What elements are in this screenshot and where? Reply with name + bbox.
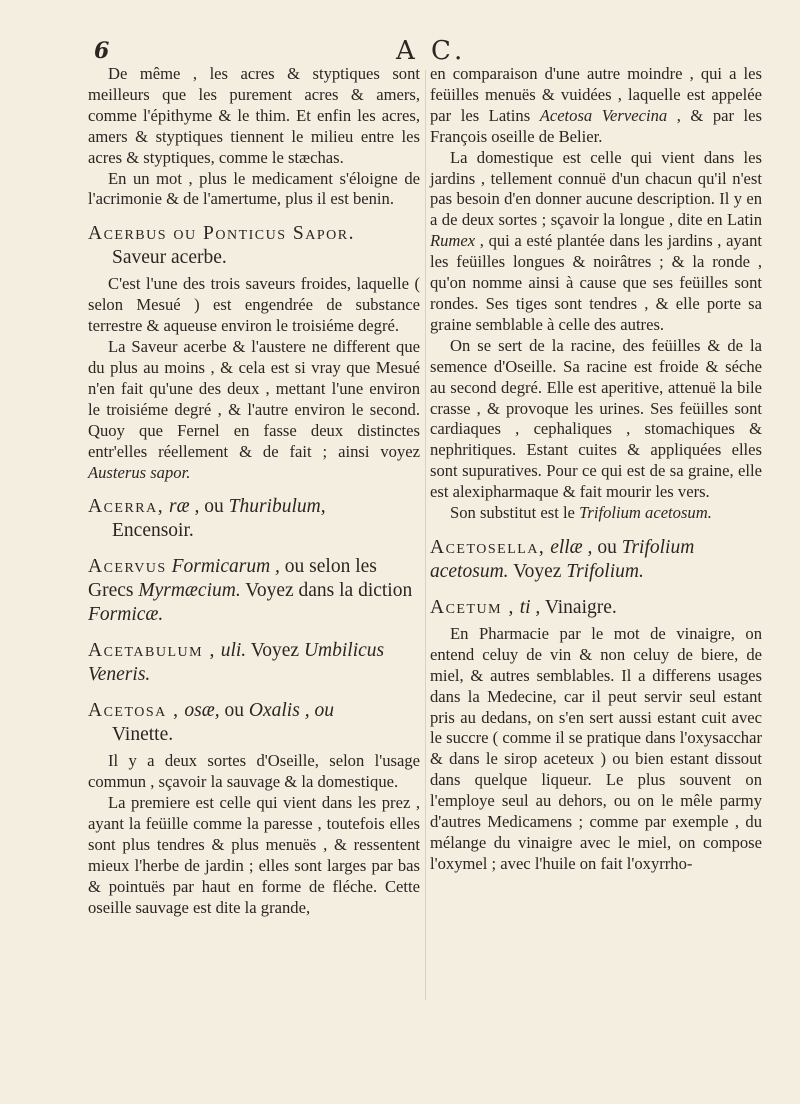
entry-see: Voyez [250, 640, 300, 662]
dictionary-entry-acetosa [88, 699, 420, 747]
entry-see: Voyez dans la diction [245, 580, 413, 602]
paragraph: La premiere est celle qui vient dans les prez , ayant la feüille comme la paresse , toutefois elles sont plus tendres & plus menuës , & ressentent mieux l'herbe de jardin ; elles sont larges par bas & pointuës par haut en forme de fléche. Cette oseille sauvage est dite la grande, [88, 793, 420, 917]
cross-reference: Umbilicus Veneris. [88, 640, 385, 686]
dictionary-entry-acerbus [88, 222, 420, 270]
entry-headword: Acetum , [430, 596, 515, 618]
paragraph: On se sert de la racine, des feüilles & de la semence d'Oseille. Sa racine est froide & séche au second degré. Elle est aperitive, attenuë la bile crasse , & provoque les urines. Ses feüilles sont cardiaques , cephaliques , stomachiques & nephritiques. Estant cuites & appliquées elles sont supuratives. Pour ce qui est de sa graine, elle est alexipharmaque & fait mourir les vers. [430, 335, 762, 502]
right-column [430, 64, 762, 875]
entry-translation: Encensoir. [112, 520, 194, 542]
paragraph [430, 503, 762, 524]
entry-genitive: ellæ , [550, 536, 593, 558]
entry-genitive: osæ, [184, 700, 220, 722]
dictionary-entry-acetabulum [88, 639, 420, 687]
cross-reference: Formicæ. [88, 604, 164, 626]
cross-reference: Trifolium acetosum. [579, 503, 712, 523]
cross-reference: Austerus sapor. [88, 462, 191, 482]
entry-headword: Acetosa , [88, 700, 180, 722]
dictionary-entry-acetum [430, 596, 762, 620]
entry-connector: ou [597, 536, 617, 558]
entry-connector: , ou [304, 700, 334, 722]
paragraph: En Pharmacie par le mot de vinaigre, on entend celuy de vin & non celuy de biere, de miel, & autres semblables. Il a differens usages dans la Medecine, car il peut servir seul estant pris au dedans, on s'en sert aussi estant cuit avec le succre ( comme il se pratique dans l'oxysacchar & dans le sirop aceteux ) ou bien estant dissout dans quelque liqueur. Le plus souvent on l'employe seul au dehors, ou on le mêle parmy d'autres Medicamens ; comme par exemple , du mélange du vinaigre avec le miel, on compose l'oxymel ; avec l'huile on fait l'oxyrrho- [430, 623, 762, 873]
left-column [88, 64, 420, 919]
latin-term: Rumex [430, 231, 476, 251]
entry-headword: Acervus [88, 556, 167, 578]
entry-alternate: Oxalis [248, 700, 300, 722]
entry-connector: ou [204, 496, 224, 518]
paragraph-text: La Saveur acerbe & l'austere ne different que du plus au moins , & cela est si vray que Mesué n'en fait qu'une des deux , mettant l'une environ le troisiéme degré , & l'autre environ le second. Quoy que Fernel en fasse deux distinctes entr'elles réellement & de fait ; ainsi voyez [88, 337, 420, 461]
entry-alternate: Formicarum , [171, 556, 280, 578]
entry-headword: Acerbus ou Ponticus Sapor. [88, 223, 355, 245]
paragraph [430, 148, 762, 336]
entry-alternate: Trifolium acetosum. [430, 536, 695, 582]
cross-reference: Trifolium. [566, 560, 644, 582]
entry-connector: ou [224, 700, 245, 722]
entry-genitive: ræ , [169, 496, 200, 518]
entry-see: Voyez [513, 560, 562, 582]
paragraph-text: Son substitut est le [450, 503, 575, 523]
paragraph-text: en comparaison d'une autre moindre , qui a les feüilles menuës & vuidées , laquelle est appelée par les Latins [430, 64, 762, 125]
paragraph-text: La domestique est celle qui vient dans les jardins , tellement connuë d'un chacun qu'il n'est pas besoin d'en donner aucune description. Il y en a de deux sortes ; sçavoir la longue , dite en Latin [430, 147, 762, 230]
entry-greek: Myrmæcium. [138, 580, 241, 602]
paragraph: De même , les acres & styptiques sont meilleurs que les purement acres & amers, comme l'épithyme & le thim. Et enfin les acres, amers & styptiques tiennent le milieu entre les acres & styptiques, comme le stæchas. [88, 64, 420, 167]
page-header [0, 36, 800, 66]
paragraph: En un mot , plus le medicament s'éloigne de l'acrimonie & de l'amertume, plus il est benin. [88, 168, 420, 209]
paragraph [88, 337, 420, 483]
paragraph-text: , & par les François oseille de Belier. [430, 105, 762, 146]
entry-genitive: ti , [519, 596, 541, 618]
dictionary-entry-acetosella [430, 536, 762, 584]
column-gutter [425, 70, 426, 1000]
running-head: A C. [396, 36, 467, 66]
dictionary-entry-acervus [88, 555, 420, 627]
entry-alternate: Thuribulum, [228, 496, 326, 518]
paragraph: C'est l'une des trois saveurs froides, laquelle ( selon Mesué ) est engendrée de substance terrestre & aqueuse environ le troisiéme degré. [88, 274, 420, 336]
entry-headword: Acerra, [88, 496, 165, 518]
entry-headword: Acetosella, [430, 536, 546, 558]
entry-translation: Vinaigre. [544, 596, 617, 618]
entry-connector: ou selon les Grecs [88, 556, 377, 602]
entry-headword: Acetabulum , [88, 640, 216, 662]
paragraph [430, 64, 762, 148]
entry-genitive: uli. [220, 640, 247, 662]
latin-term: Acetosa Vervecina [539, 105, 668, 125]
entry-translation: Vinette. [112, 724, 174, 746]
paragraph: Il y a deux sortes d'Oseille, selon l'usage commun , sçavoir la sauvage & la domestique. [88, 751, 420, 792]
paragraph-text: , qui a esté plantée dans les jardins , ayant les feüilles longues & noirâtres ; & la ronde , qu'on nomme ainsi à cause que ses feüilles sont rondes. Ses tiges sont tendres , & elle porte sa graine semblable à celle des autres. [430, 231, 762, 334]
dictionary-entry-acerra [88, 495, 420, 543]
entry-translation: Saveur acerbe. [112, 247, 227, 269]
page-number: 6 [94, 38, 110, 64]
